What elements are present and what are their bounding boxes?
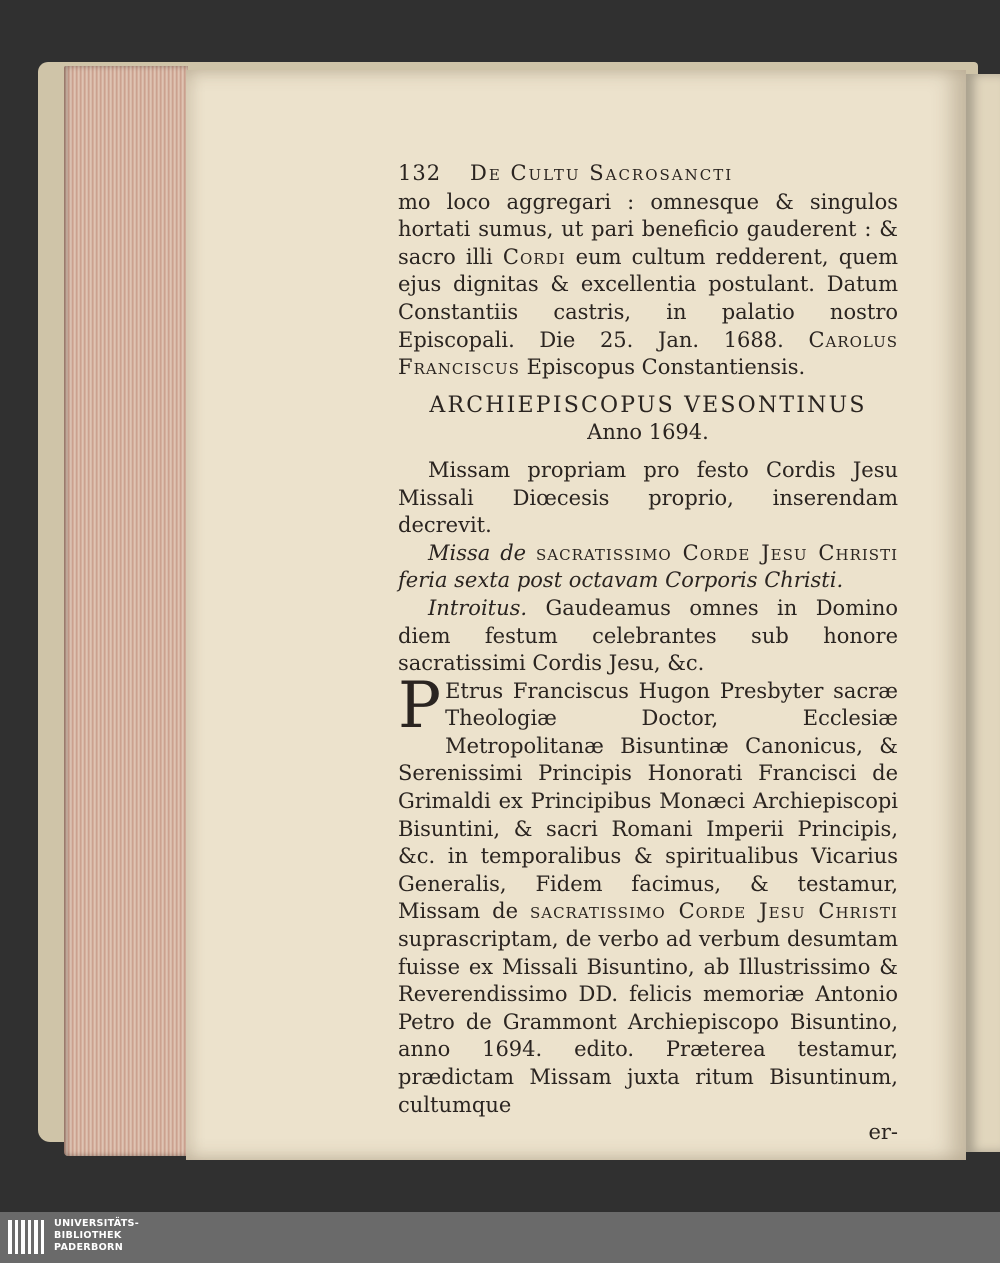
logo-line-3: PADERBORN xyxy=(54,1242,124,1253)
introitus-paragraph xyxy=(398,595,898,678)
section-title: ARCHIEPISCOPUS VESONTINUS xyxy=(429,392,867,418)
missa-title: sacratissimo Corde Jesu Christi xyxy=(536,540,899,565)
missa-line xyxy=(398,540,898,595)
logo-line-2: BIBLIOTHEK xyxy=(54,1230,122,1241)
footer-bar xyxy=(0,1212,1000,1263)
section-year: Anno 1694. xyxy=(587,420,709,445)
page-text xyxy=(398,160,898,1147)
library-logo-icon xyxy=(8,1220,44,1254)
attestation-text-1: Etrus Franciscus Hugon Presbyter sacræ Theologiæ Doctor, Ecclesiæ Metropolitanæ Bisuntinæ Canonicus, & Serenissimi Principis Honorati Francisci de Grimaldi ex Principibus Monæci Archiepiscopi Bisuntini, & sacri Romani Imperii Principis, &c. in temporalibus & spiritualibus Vicarius Generalis, Fidem facimus, & testamur, Missam de xyxy=(398,678,898,924)
introitus-label: Introitus. xyxy=(428,595,528,620)
page-edges xyxy=(64,66,188,1156)
running-head: De Cultu Sacrosancti xyxy=(470,161,734,185)
page-header xyxy=(398,160,898,188)
facing-page-edge xyxy=(966,74,1000,1152)
drop-cap: P xyxy=(398,668,442,743)
attestation-title: sacratissimo Corde Jesu Christi xyxy=(529,899,898,924)
page-number: 132 xyxy=(398,161,442,185)
intro-text-3: Episcopus Constantiensis. xyxy=(519,355,806,380)
logo-line-1: UNIVERSITÄTS- xyxy=(54,1218,140,1229)
introitus-text: Gaudeamus omnes in Domino diem festum celebrantes sub honore sacratissimi Cordis Jesu, &c. xyxy=(398,595,898,676)
catchword: er- xyxy=(868,1120,898,1145)
intro-carolus: Carolus Franciscus xyxy=(398,327,898,380)
intro-cordi: Cordi xyxy=(502,244,566,269)
intro-text-2: eum cultum redderent, quem ejus dignitas & excellentia postulant. Datum Constantiis castris, in palatio nostro Episcopali. Die 25. Jan. 1688. xyxy=(398,244,898,352)
missam-paragraph: Missam propriam pro festo Cordis Jesu Missali Diœcesis proprio, inserendam decrevit. xyxy=(398,457,898,538)
intro-text-1: mo loco aggregari : omnesque & singulos hortati sumus, ut pari beneficio gauderent : & sacro illi xyxy=(398,189,898,269)
library-logo-text xyxy=(54,1218,139,1254)
attestation-text-2: suprascriptam, de verbo ad verbum desumtam fuisse ex Missali Bisuntino, ab Illustrissimo & Reverendissimo DD. felicis memoriæ Antonio Petro de Grammont Archiepiscopo Bisuntino, anno 1694. edito. Præterea testamur, prædictam Missam juxta ritum Bisuntinum, cultumque xyxy=(398,927,898,1117)
missa-feria: feria sexta post octavam Corporis Christi. xyxy=(398,568,844,593)
attestation-paragraph xyxy=(398,668,898,1120)
missa-label: Missa de xyxy=(428,540,537,565)
intro-paragraph xyxy=(398,189,898,382)
